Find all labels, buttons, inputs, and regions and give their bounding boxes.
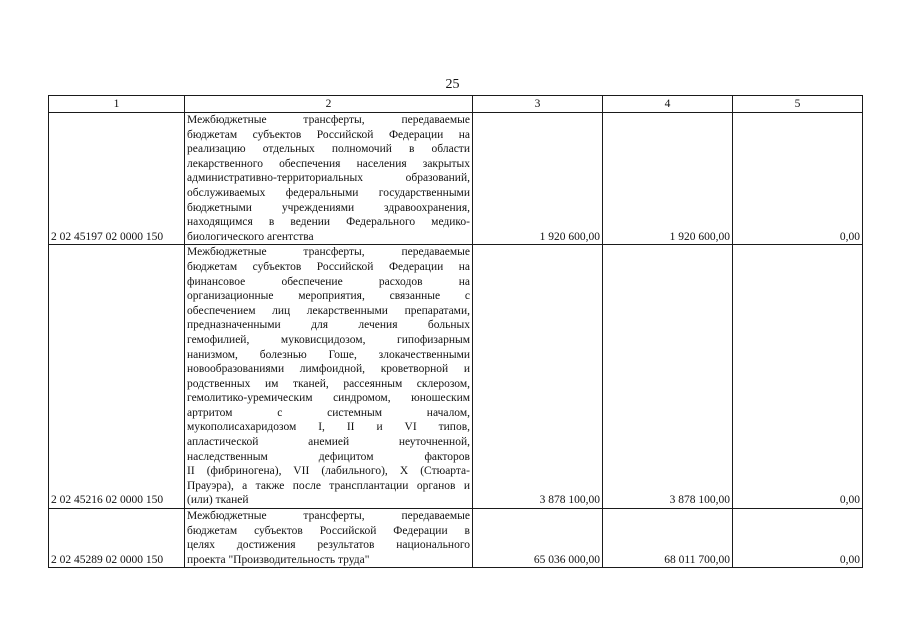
description-line: бюджетам субъектов Российской Федерации в [187,524,470,537]
table-row [49,509,863,568]
column-header-3: 3 [473,96,603,113]
column-header-1: 1 [49,96,185,113]
description-line: обслуживаемых федеральными государственными [187,186,470,199]
description-cell [185,245,473,509]
description-line: (или) тканей [187,494,249,507]
description-cell [185,113,473,245]
description-line: II (фибриногена), VII (лабильного), X (Стюарта- [187,465,470,478]
description-line: наследственным дефицитом факторов [187,450,470,463]
description-line: новообразованиями лимфоидной, кроветворной и [187,363,470,376]
budget-code-cell: 2 02 45216 02 0000 150 [49,245,185,509]
description-line: обеспечением лиц лекарственными препаратами, [187,304,470,317]
description-line: находящимся в ведении Федерального медико- [187,216,470,229]
description-line: финансовое обеспечение расходов на [187,275,470,288]
description-line: Межбюджетные трансферты, передаваемые [187,510,470,523]
table-row [49,113,863,245]
description-line: мукополисахаридозом I, II и VI типов, [187,421,470,434]
budget-code-cell: 2 02 45289 02 0000 150 [49,509,185,568]
amount-cell-col4: 3 878 100,00 [603,245,733,509]
table-header-row [49,96,863,113]
amount-cell-col4: 1 920 600,00 [603,113,733,245]
amount-cell-col5: 0,00 [733,509,863,568]
amount-cell-col5: 0,00 [733,113,863,245]
column-header-5: 5 [733,96,863,113]
description-line: родственных им тканей, рассеянным склерозом, [187,377,470,390]
description-line: лекарственного обеспечения населения закрытых [187,157,470,170]
description-line: биологического агентства [187,230,314,243]
description-line: бюджетными учреждениями здравоохранения, [187,201,470,214]
description-line: целях достижения результатов национального [187,539,470,552]
description-line: организационные мероприятия, связанные с [187,290,470,303]
description-line: бюджетам субъектов Российской Федерации на [187,128,470,141]
description-line: апластической анемией неуточненной, [187,436,470,449]
description-line: Межбюджетные трансферты, передаваемые [187,246,470,259]
description-line: предназначенными для лечения больных [187,319,470,332]
amount-cell-col4: 68 011 700,00 [603,509,733,568]
table-row [49,245,863,509]
description-line: гемофилией, муковисцидозом, гипофизарным [187,333,470,346]
description-cell [185,509,473,568]
description-line: нанизмом, болезнью Гоше, злокачественными [187,348,470,361]
description-line: Межбюджетные трансферты, передаваемые [187,114,470,126]
amount-cell-col3: 1 920 600,00 [473,113,603,245]
description-line: бюджетам субъектов Российской Федерации на [187,260,470,273]
description-line: реализацию отдельных полномочий в области [187,143,470,156]
description-line: административно-территориальных образований, [187,172,470,185]
amount-cell-col3: 3 878 100,00 [473,245,603,509]
budget-code-cell: 2 02 45197 02 0000 150 [49,113,185,245]
description-line: Прауэра), а также после трансплантации органов и [187,479,470,492]
page-number: 25 [445,77,460,92]
column-header-2: 2 [185,96,473,113]
description-line: артритом с системным началом, [187,406,470,419]
amount-cell-col5: 0,00 [733,245,863,509]
column-header-4: 4 [603,96,733,113]
budget-table [48,95,863,568]
description-line: проекта "Производительность труда" [187,553,370,566]
amount-cell-col3: 65 036 000,00 [473,509,603,568]
description-line: гемолитико-уремическим синдромом, юношеским [187,392,470,405]
